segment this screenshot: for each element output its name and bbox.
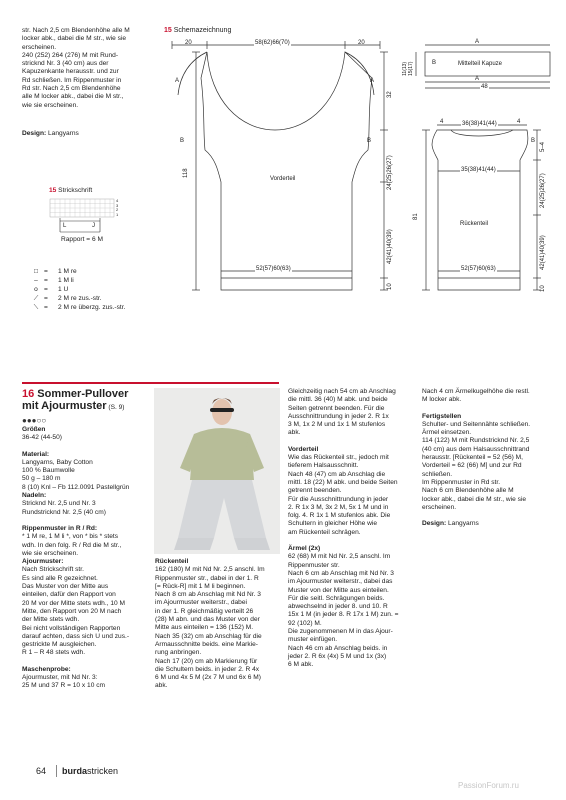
schema-heading: 15 Schemazeichnung [164, 27, 232, 34]
difficulty-dots: ●●●○○ [22, 416, 47, 425]
front-side-mid: 24(25)26(27) [387, 155, 393, 190]
column-four [422, 388, 550, 528]
maschen-text: Ajourmuster, mit Nd Nr. 3: 25 M und 37 R = 10 x 10 cm [22, 674, 106, 690]
footer-separator [56, 765, 57, 777]
pattern16-title: 16 Sommer-Pullover mit Ajourmuster (S. 9) [22, 388, 129, 412]
back-label: Rückenteil [460, 221, 489, 227]
design-credit-top: Design: Langyarns [22, 130, 79, 137]
front-label: Vorderteil [270, 176, 296, 182]
legend-row: o = 1 U [34, 286, 69, 293]
ajour-text: Nach Strickschrift str. Es sind alle R gezeichnet. Das Muster von der Mitte aus einteilen, dafür den Rapport von 20 M vor der Mitte stets wdh., 10 M Mitte, den Rapport von 20 M nach der Mitte stets wdh. Bei nicht vollständigen Rapporten darauf achten, dass sich U und zus.- gestrickte M ausgleichen. R 1 – R 48 stets wdh. [22, 566, 130, 657]
nadeln-heading: Nadeln: [22, 492, 47, 500]
hood-side: 11(13) 15(17) [402, 61, 414, 76]
fertigstellen-heading: Fertigstellen [422, 412, 462, 420]
back-B-right: B [531, 138, 536, 144]
back-side-10: 10 [540, 285, 546, 292]
hood-B-left: B [432, 60, 437, 66]
rippen-heading: Rippenmuster in R / Rd: [22, 524, 98, 532]
groessen-heading: Größen [22, 426, 46, 433]
hood-A-top: A [475, 39, 480, 45]
hood-A-bottom: A [475, 76, 480, 82]
aermel-text: 62 (68) M mit Nd Nr. 2,5 anschl. Im Rippenmuster str. Nach 6 cm ab Anschlag mit Nd Nr. 3 im Ajourmuster weiterstr., dabei das Muster von der Mitte aus einteilen. Für die seitl. Schrägungen beids. abwechselnd in jeder 8. und 10. R 15x 1 M (in jeder 8. R 17x 1 M) zun. = 92 (102) M. Die zugenommenen M in das Ajour- muster einfügen. Nach 46 cm ab Anschlag beids. in jeder 2. R 6x (4x) 5 M und 1x (3x) 6 M abk. [288, 553, 399, 669]
strickschrift-J: J [92, 223, 95, 229]
footer-brand: burdastricken [62, 766, 119, 776]
maschen-heading: Maschenprobe: [22, 665, 71, 673]
legend-row: □ = 1 M re [34, 268, 77, 275]
rueckenteil-column [155, 558, 280, 691]
front-A-right: A [370, 78, 375, 84]
front-dim-right: 20 [358, 40, 365, 46]
model-photo [154, 388, 280, 554]
pattern16-column [22, 388, 152, 691]
back-side-54: 5–4 [540, 141, 546, 152]
hood-label: Mittelteil Kapuze [458, 61, 503, 67]
front-side-low: 42(41)40(39) [387, 229, 393, 264]
front-A-left: A [175, 78, 180, 84]
ajour-heading: Ajourmuster: [22, 558, 64, 566]
back-side-low: 42(41)40(39) [540, 235, 546, 270]
front-B-right: B [367, 138, 372, 144]
material-heading: Material: [22, 450, 50, 458]
front-bottom-dim: 52(57)60(63) [256, 266, 291, 272]
front-left-118: 118 [183, 168, 189, 178]
legend-row: ⟋ = 2 M re zus.-str. [33, 295, 102, 302]
front-side-32: 32 [387, 91, 393, 98]
back-mid-dim: 35(38)41(44) [461, 167, 496, 173]
col3-intro-text: Gleichzeitig nach 54 cm ab Anschlag die mittl. 36 (40) M abk. und beide Seiten getrennt beenden. Für die Ausschnittrundung in jeder 2. R 1x 3 M, 1x 2 M und 1x 1 M stufenlos abk. [288, 388, 396, 437]
hood-width-48: 48 [481, 84, 488, 90]
strickschrift-L: L [63, 223, 67, 229]
top-left-text: str. Nach 2,5 cm Blendenhöhe alle M locker abk., dabei die M str., wie sie erscheinen. 240 (252) 264 (276) M mit Rund- stricknd Nr. 3 (40 cm) aus der Kapuzenkante herausstr. und zur Rd schließen. Im Rippenmuster in Rd str. Nach 2,5 cm Blendenhöhe alle M locker abk., dabei die M str., wie sie erscheinen. [22, 27, 130, 109]
front-dim-mid: 58(62)66(70) [255, 40, 290, 46]
page-number: 64 [36, 766, 47, 776]
back-top-dim: 36(38)41(44) [462, 121, 497, 127]
vorderteil-heading: Vorderteil [288, 445, 319, 453]
legend-row: ⟍ = 2 M re überzg. zus.-str. [33, 304, 126, 311]
column-three [288, 388, 416, 670]
aermel-heading: Ärmel (2x) [288, 545, 321, 553]
design-credit-bottom: Design: Langyarns [422, 520, 479, 528]
rueckenteil-heading: Rückenteil [155, 558, 189, 565]
vorderteil-text: Wie das Rückenteil str., jedoch mit tieferem Halsausschnitt. Nach 48 (47) cm ab Anschlag die mittl. 18 (22) M abk. und beide Seiten getrennt beenden. Für die Ausschnittrundung in jeder 2. R 1x 3 M, 3x 2 M, 5x 1 M und in folg. 4. R 1x 1 M stufenlos abk. Die Schultern in gleicher Höhe wie am Rückenteil schrägen. [288, 454, 398, 536]
strickschrift-row-labels: 4 3 2 1 [116, 198, 119, 217]
rapport-label: Rapport = 6 M [61, 236, 103, 243]
col4-intro-text: Nach 4 cm Ärmelkugelhöhe die restl. M locker abk. [422, 388, 530, 404]
back-four-left: 4 [440, 119, 444, 125]
back-left-81: 81 [413, 213, 419, 220]
back-bottom-dim: 52(57)60(63) [461, 266, 496, 272]
rueckenteil-text: 162 (180) M mit Nd Nr. 2,5 anschl. Im Rippenmuster str., dabei in der 1. R [= Rück-R] mit 1 M li beginnen. Nach 8 cm ab Anschlag mit Nd Nr. 3 im Ajourmuster weiterstr., dabei in der 1. R gleichmäßig verteilt 26 (28) M abn. und das Muster von der Mitte aus einteilen = 136 (152) M. Nach 35 (32) cm ab Anschlag für die Armausschnitte beids. eine Markie- rung anbringen. Nach 17 (20) cm ab Markierung für die Schultern beids. in jeder 2. R 4x 6 M und 4x 5 M (2x 7 M und 6x 6 M) abk. [155, 566, 265, 690]
back-side-mid: 24(25)26(27) [540, 173, 546, 208]
strickschrift-heading: 15 Strickschrift [49, 187, 93, 194]
legend-row: – = 1 M li [34, 277, 74, 284]
front-B-left: B [180, 138, 185, 144]
groessen-text: 36-42 (44-50) [22, 434, 62, 442]
symbol-legend [28, 267, 125, 312]
watermark: PassionForum.ru [458, 781, 519, 790]
section-divider [22, 382, 279, 384]
nadeln-text: Stricknd Nr. 2,5 und Nr. 3 Rundstricknd Nr. 2,5 (40 cm) [22, 500, 106, 516]
material-text: Langyarns, Baby Cotton 100 % Baumwolle 50 g – 180 m 8 (10) Knl – Fb 112.0091 Pastellgrün [22, 458, 130, 491]
back-four-right: 4 [517, 119, 521, 125]
fertigstellen-text: Schulter- und Seitennähte schließen. Ärmel einsetzen. 114 (122) M mit Rundstricknd Nr. 2,5 (40 cm) aus dem Halsausschnittrand herausstr. [Rückenteil = 52 (56) M, Vorderteil = 62 (66) M] und zur Rd schließen. Im Rippenmuster in Rd str. Nach 6 cm Blendenhöhe alle M locker abk., dabei die M str., wie sie erscheinen. [422, 420, 531, 511]
front-dim-left: 20 [185, 40, 192, 46]
front-side-10: 10 [387, 283, 393, 290]
rippen-text: * 1 M re, 1 M li *, von * bis * stets wdh. In den folg. R / Rd die M str., wie sie erscheinen. [22, 533, 122, 557]
